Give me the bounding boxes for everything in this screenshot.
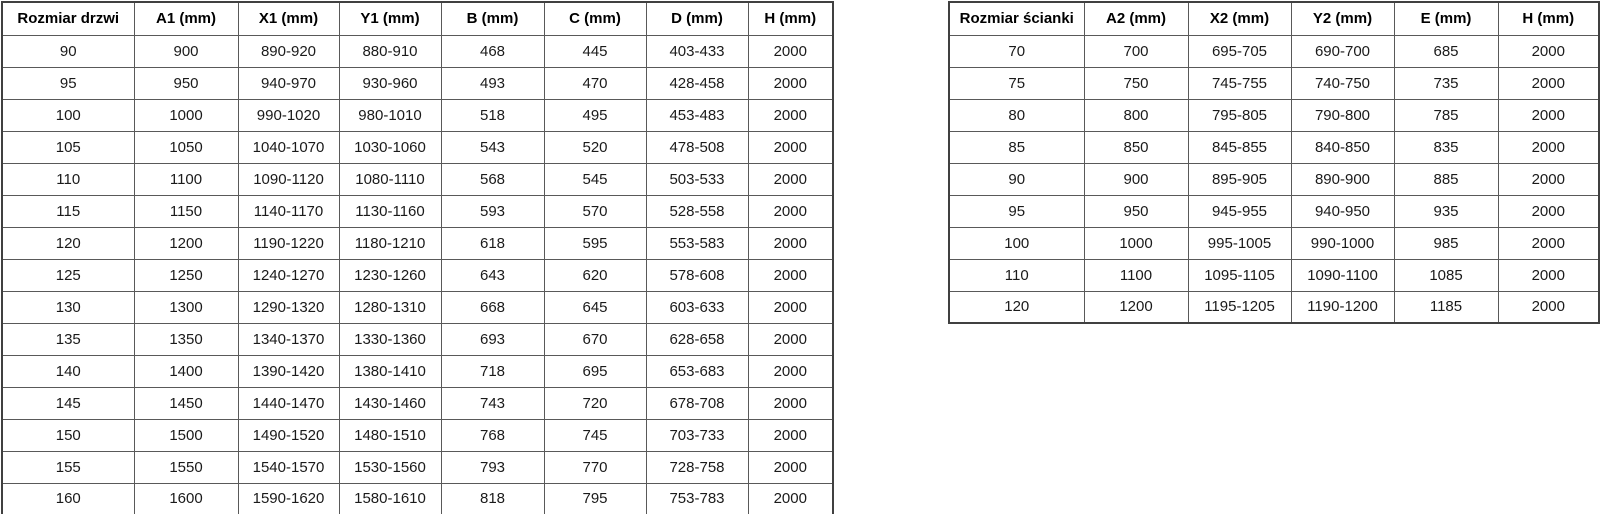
column-header: Rozmiar drzwi xyxy=(2,2,134,35)
table-cell: 155 xyxy=(2,451,134,483)
table-cell: 1050 xyxy=(134,131,238,163)
table-cell: 945-955 xyxy=(1188,195,1291,227)
table-cell: 795 xyxy=(544,483,646,514)
table-cell: 130 xyxy=(2,291,134,323)
table-row xyxy=(949,291,1599,323)
table-cell: 150 xyxy=(2,419,134,451)
table-cell: 1190-1200 xyxy=(1291,291,1394,323)
table-cell: 1195-1205 xyxy=(1188,291,1291,323)
table-cell: 520 xyxy=(544,131,646,163)
table-cell: 1540-1570 xyxy=(238,451,339,483)
table-cell: 1090-1100 xyxy=(1291,259,1394,291)
table-row xyxy=(2,451,833,483)
table-cell: 1440-1470 xyxy=(238,387,339,419)
table-cell: 110 xyxy=(949,259,1084,291)
column-header: Y2 (mm) xyxy=(1291,2,1394,35)
table-cell: 2000 xyxy=(1498,291,1599,323)
table-cell: 2000 xyxy=(1498,99,1599,131)
table-cell: 528-558 xyxy=(646,195,748,227)
table-row xyxy=(2,355,833,387)
table-cell: 745-755 xyxy=(1188,67,1291,99)
table-cell: 690-700 xyxy=(1291,35,1394,67)
table-cell: 753-783 xyxy=(646,483,748,514)
table-cell: 1250 xyxy=(134,259,238,291)
table-cell: 670 xyxy=(544,323,646,355)
table-cell: 1150 xyxy=(134,195,238,227)
table-cell: 720 xyxy=(544,387,646,419)
table-cell: 678-708 xyxy=(646,387,748,419)
table-cell: 700 xyxy=(1084,35,1188,67)
column-header: Rozmiar ścianki xyxy=(949,2,1084,35)
table-cell: 668 xyxy=(441,291,544,323)
table-cell: 790-800 xyxy=(1291,99,1394,131)
table-cell: 890-900 xyxy=(1291,163,1394,195)
table-cell: 1100 xyxy=(134,163,238,195)
table-cell: 2000 xyxy=(1498,163,1599,195)
table-cell: 403-433 xyxy=(646,35,748,67)
table-cell: 703-733 xyxy=(646,419,748,451)
table-cell: 140 xyxy=(2,355,134,387)
table-cell: 1240-1270 xyxy=(238,259,339,291)
table-cell: 1080-1110 xyxy=(339,163,441,195)
table-cell: 593 xyxy=(441,195,544,227)
column-header: E (mm) xyxy=(1394,2,1498,35)
table-row xyxy=(2,483,833,514)
table-cell: 545 xyxy=(544,163,646,195)
table-cell: 105 xyxy=(2,131,134,163)
table-cell: 145 xyxy=(2,387,134,419)
table-row xyxy=(2,419,833,451)
table-row xyxy=(949,195,1599,227)
table-cell: 2000 xyxy=(748,451,833,483)
table-cell: 768 xyxy=(441,419,544,451)
table-cell: 1030-1060 xyxy=(339,131,441,163)
table-cell: 1185 xyxy=(1394,291,1498,323)
table-cell: 745 xyxy=(544,419,646,451)
table-cell: 1350 xyxy=(134,323,238,355)
table-row xyxy=(2,131,833,163)
table-cell: 453-483 xyxy=(646,99,748,131)
table-cell: 1290-1320 xyxy=(238,291,339,323)
header-row xyxy=(2,2,833,35)
table-row xyxy=(2,323,833,355)
table-row xyxy=(2,35,833,67)
table-cell: 750 xyxy=(1084,67,1188,99)
table-cell: 595 xyxy=(544,227,646,259)
table-cell: 1200 xyxy=(134,227,238,259)
table-cell: 1180-1210 xyxy=(339,227,441,259)
table-cell: 695-705 xyxy=(1188,35,1291,67)
table-cell: 1530-1560 xyxy=(339,451,441,483)
table-cell: 468 xyxy=(441,35,544,67)
table-cell: 70 xyxy=(949,35,1084,67)
table-cell: 1330-1360 xyxy=(339,323,441,355)
table-cell: 985 xyxy=(1394,227,1498,259)
table-cell: 2000 xyxy=(748,259,833,291)
table-cell: 840-850 xyxy=(1291,131,1394,163)
table-row xyxy=(2,291,833,323)
table-cell: 800 xyxy=(1084,99,1188,131)
table-row xyxy=(2,163,833,195)
table-cell: 2000 xyxy=(1498,67,1599,99)
table-cell: 1140-1170 xyxy=(238,195,339,227)
table-cell: 940-970 xyxy=(238,67,339,99)
table-cell: 90 xyxy=(2,35,134,67)
table-cell: 885 xyxy=(1394,163,1498,195)
table-cell: 95 xyxy=(949,195,1084,227)
table-cell: 495 xyxy=(544,99,646,131)
column-header: D (mm) xyxy=(646,2,748,35)
table-cell: 1480-1510 xyxy=(339,419,441,451)
header-row xyxy=(949,2,1599,35)
table-cell: 1490-1520 xyxy=(238,419,339,451)
table-cell: 743 xyxy=(441,387,544,419)
table-cell: 793 xyxy=(441,451,544,483)
table-cell: 75 xyxy=(949,67,1084,99)
table-cell: 995-1005 xyxy=(1188,227,1291,259)
table-cell: 818 xyxy=(441,483,544,514)
table-cell: 693 xyxy=(441,323,544,355)
table-cell: 890-920 xyxy=(238,35,339,67)
table-row xyxy=(2,227,833,259)
table-cell: 1000 xyxy=(1084,227,1188,259)
table-row xyxy=(949,259,1599,291)
table-cell: 940-950 xyxy=(1291,195,1394,227)
table-cell: 695 xyxy=(544,355,646,387)
table-cell: 110 xyxy=(2,163,134,195)
table-cell: 740-750 xyxy=(1291,67,1394,99)
table-cell: 493 xyxy=(441,67,544,99)
table-cell: 990-1000 xyxy=(1291,227,1394,259)
column-header: B (mm) xyxy=(441,2,544,35)
table-cell: 645 xyxy=(544,291,646,323)
table-cell: 120 xyxy=(949,291,1084,323)
table-cell: 895-905 xyxy=(1188,163,1291,195)
table-cell: 845-855 xyxy=(1188,131,1291,163)
table-cell: 160 xyxy=(2,483,134,514)
table-row xyxy=(949,35,1599,67)
table-cell: 900 xyxy=(134,35,238,67)
column-header: H (mm) xyxy=(1498,2,1599,35)
column-header: X1 (mm) xyxy=(238,2,339,35)
table-cell: 2000 xyxy=(1498,195,1599,227)
table-cell: 1600 xyxy=(134,483,238,514)
table-cell: 785 xyxy=(1394,99,1498,131)
table-cell: 950 xyxy=(1084,195,1188,227)
table-row xyxy=(2,67,833,99)
table-cell: 1430-1460 xyxy=(339,387,441,419)
table-cell: 795-805 xyxy=(1188,99,1291,131)
table-cell: 570 xyxy=(544,195,646,227)
table-row xyxy=(2,99,833,131)
table-row xyxy=(949,227,1599,259)
table-cell: 2000 xyxy=(1498,259,1599,291)
table-cell: 930-960 xyxy=(339,67,441,99)
table-cell: 1200 xyxy=(1084,291,1188,323)
table-cell: 2000 xyxy=(748,419,833,451)
table-cell: 1550 xyxy=(134,451,238,483)
table-cell: 428-458 xyxy=(646,67,748,99)
table-cell: 2000 xyxy=(1498,35,1599,67)
table-cell: 1500 xyxy=(134,419,238,451)
table-cell: 445 xyxy=(544,35,646,67)
table-row xyxy=(2,259,833,291)
table-cell: 2000 xyxy=(748,387,833,419)
table-cell: 503-533 xyxy=(646,163,748,195)
table-cell: 628-658 xyxy=(646,323,748,355)
table-cell: 90 xyxy=(949,163,1084,195)
table-cell: 115 xyxy=(2,195,134,227)
table-cell: 1040-1070 xyxy=(238,131,339,163)
table-cell: 1400 xyxy=(134,355,238,387)
table-cell: 735 xyxy=(1394,67,1498,99)
table-cell: 80 xyxy=(949,99,1084,131)
table-cell: 728-758 xyxy=(646,451,748,483)
table-cell: 95 xyxy=(2,67,134,99)
table-cell: 478-508 xyxy=(646,131,748,163)
table-cell: 543 xyxy=(441,131,544,163)
table-cell: 1100 xyxy=(1084,259,1188,291)
table-cell: 1450 xyxy=(134,387,238,419)
table-cell: 950 xyxy=(134,67,238,99)
table-row xyxy=(2,195,833,227)
table-cell: 2000 xyxy=(748,35,833,67)
table-cell: 1280-1310 xyxy=(339,291,441,323)
table-cell: 770 xyxy=(544,451,646,483)
table-cell: 618 xyxy=(441,227,544,259)
table-cell: 100 xyxy=(2,99,134,131)
table-cell: 85 xyxy=(949,131,1084,163)
table-row xyxy=(949,131,1599,163)
table-cell: 2000 xyxy=(748,131,833,163)
table-cell: 1380-1410 xyxy=(339,355,441,387)
table-cell: 850 xyxy=(1084,131,1188,163)
wall-panel-sizes-table xyxy=(948,1,1600,324)
table-row xyxy=(949,67,1599,99)
table-cell: 980-1010 xyxy=(339,99,441,131)
table-cell: 2000 xyxy=(748,99,833,131)
table-cell: 125 xyxy=(2,259,134,291)
table-cell: 2000 xyxy=(748,195,833,227)
table-cell: 2000 xyxy=(748,323,833,355)
table-cell: 2000 xyxy=(748,67,833,99)
column-header: A1 (mm) xyxy=(134,2,238,35)
table-row xyxy=(949,163,1599,195)
table-cell: 2000 xyxy=(748,227,833,259)
table-cell: 100 xyxy=(949,227,1084,259)
table-cell: 1095-1105 xyxy=(1188,259,1291,291)
table-cell: 1390-1420 xyxy=(238,355,339,387)
table-cell: 568 xyxy=(441,163,544,195)
table-cell: 2000 xyxy=(748,355,833,387)
table-cell: 835 xyxy=(1394,131,1498,163)
column-header: C (mm) xyxy=(544,2,646,35)
table-cell: 1190-1220 xyxy=(238,227,339,259)
table-cell: 120 xyxy=(2,227,134,259)
table-cell: 1580-1610 xyxy=(339,483,441,514)
table-cell: 2000 xyxy=(1498,227,1599,259)
table-cell: 685 xyxy=(1394,35,1498,67)
table-cell: 2000 xyxy=(748,163,833,195)
table-cell: 718 xyxy=(441,355,544,387)
table-cell: 553-583 xyxy=(646,227,748,259)
door-sizes-table xyxy=(1,1,834,514)
column-header: Y1 (mm) xyxy=(339,2,441,35)
table-cell: 1230-1260 xyxy=(339,259,441,291)
table-cell: 1085 xyxy=(1394,259,1498,291)
table-cell: 643 xyxy=(441,259,544,291)
table-cell: 518 xyxy=(441,99,544,131)
table-cell: 1590-1620 xyxy=(238,483,339,514)
table-cell: 2000 xyxy=(1498,131,1599,163)
table-row xyxy=(2,387,833,419)
table-cell: 1340-1370 xyxy=(238,323,339,355)
table-cell: 1300 xyxy=(134,291,238,323)
table-cell: 1130-1160 xyxy=(339,195,441,227)
table-cell: 578-608 xyxy=(646,259,748,291)
table-cell: 1000 xyxy=(134,99,238,131)
table-cell: 2000 xyxy=(748,291,833,323)
table-row xyxy=(949,99,1599,131)
table-cell: 603-633 xyxy=(646,291,748,323)
table-cell: 880-910 xyxy=(339,35,441,67)
table-cell: 2000 xyxy=(748,483,833,514)
table-cell: 990-1020 xyxy=(238,99,339,131)
table-cell: 1090-1120 xyxy=(238,163,339,195)
column-header: X2 (mm) xyxy=(1188,2,1291,35)
table-cell: 620 xyxy=(544,259,646,291)
table-cell: 653-683 xyxy=(646,355,748,387)
column-header: A2 (mm) xyxy=(1084,2,1188,35)
table-cell: 135 xyxy=(2,323,134,355)
table-cell: 900 xyxy=(1084,163,1188,195)
table-cell: 935 xyxy=(1394,195,1498,227)
table-cell: 470 xyxy=(544,67,646,99)
column-header: H (mm) xyxy=(748,2,833,35)
